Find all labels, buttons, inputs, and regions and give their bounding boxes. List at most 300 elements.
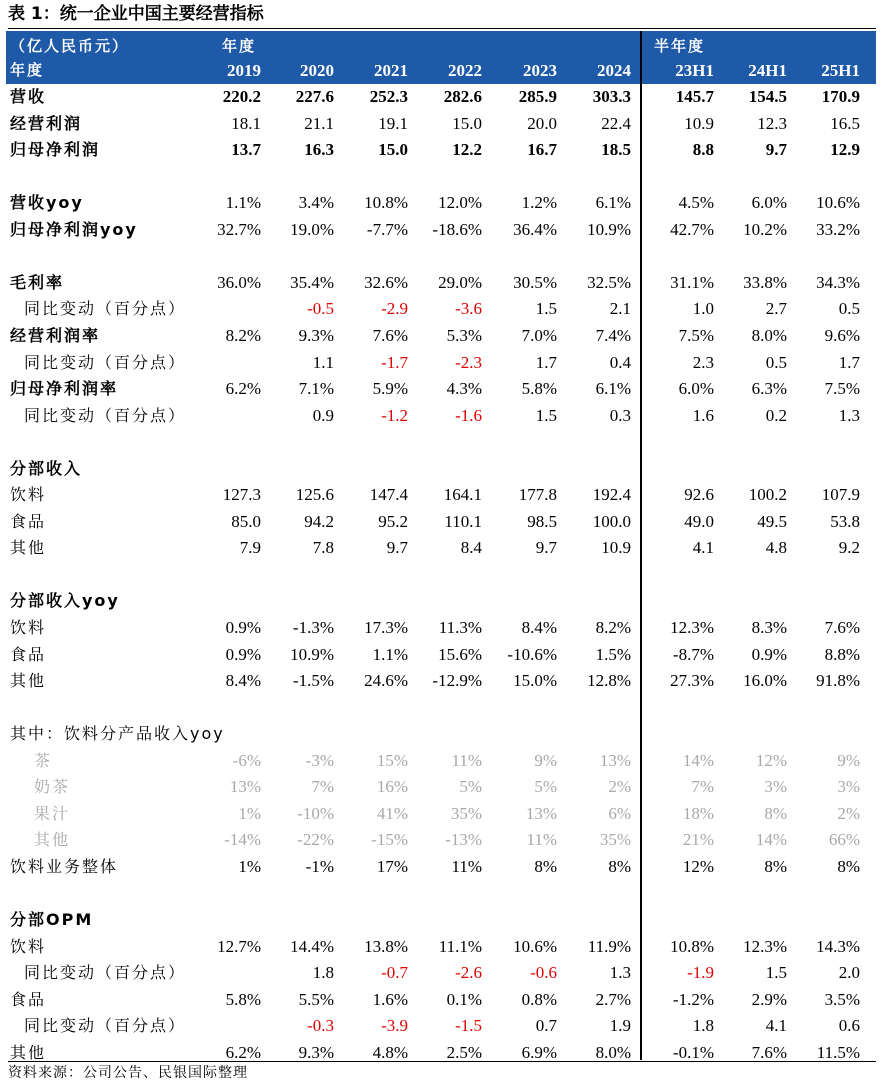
row-label: 分部收入yoy: [10, 591, 120, 611]
table-cell: 6%: [608, 803, 631, 823]
table-cell: 14.4%: [290, 936, 334, 956]
row-label: 营收: [10, 87, 47, 106]
table-cell: -14%: [224, 830, 261, 850]
table-cell: 8.3%: [751, 618, 787, 637]
table-cell: 10.2%: [743, 219, 787, 239]
table-row: [6, 482, 876, 508]
table-row: [6, 217, 876, 243]
table-cell: 13%: [525, 803, 557, 823]
table-cell: 1.8: [692, 1016, 714, 1036]
table-cell: 31.1%: [670, 272, 714, 292]
table-cell: 14%: [755, 830, 787, 850]
table-cell: 49.0: [684, 511, 714, 531]
row-label: 同比变动（百分点）: [24, 352, 187, 372]
table-cell: 5.8%: [521, 379, 557, 399]
table-cell: -15%: [371, 830, 408, 850]
table-row: [6, 642, 876, 668]
table-cell: 227.6: [295, 87, 334, 106]
row-label: 同比变动（百分点）: [24, 963, 187, 983]
row-label: 同比变动（百分点）: [24, 405, 187, 425]
table-cell: 1.7: [838, 352, 860, 372]
table-cell: -22%: [297, 830, 334, 850]
table-row: [6, 403, 876, 429]
table-cell: 1.6%: [372, 989, 408, 1009]
table-row: [6, 562, 876, 588]
table-cell: 12.3%: [743, 936, 787, 956]
table-cell: 1.5: [535, 299, 557, 319]
table-cell: 0.9: [312, 405, 334, 425]
table-cell: 4.3%: [446, 379, 482, 399]
table-row: [6, 907, 876, 933]
table-cell: 3%: [837, 777, 860, 797]
table-cell: 1.9: [609, 1016, 631, 1036]
table-cell: 4.8%: [372, 1042, 408, 1062]
row-label: 果汁: [34, 803, 71, 823]
row-label: 同比变动（百分点）: [24, 1016, 187, 1036]
table-cell: 110.1: [444, 511, 482, 531]
table-row: [6, 695, 876, 721]
table-cell: 2.7: [765, 299, 787, 319]
table-cell: 10.6%: [816, 193, 860, 213]
table-cell: 11.1%: [438, 936, 482, 956]
table-row: [6, 137, 876, 163]
table-cell: -6%: [232, 750, 261, 770]
source-note: 资料来源：公司公告、民银国际整理: [8, 1061, 876, 1084]
table-cell: -12.9%: [432, 671, 482, 691]
table-cell: 177.8: [518, 485, 557, 505]
table-cell: 0.9%: [751, 644, 787, 664]
table-cell: 0.4: [609, 352, 631, 372]
table-cell: 11%: [451, 856, 482, 876]
table-cell: 3%: [764, 777, 787, 797]
half-year-divider: [640, 31, 642, 1060]
table-cell: 13%: [599, 750, 631, 770]
table-cell: 95.2: [378, 511, 408, 531]
table-row: [6, 164, 876, 190]
table-cell: 14%: [682, 750, 714, 770]
table-cell: 35%: [599, 830, 631, 850]
table-row: [6, 270, 876, 296]
table-cell: 2.7%: [595, 989, 631, 1009]
table-cell: 154.5: [748, 87, 787, 106]
row-label: 其他: [10, 538, 47, 558]
table-cell: 12.3: [757, 113, 787, 133]
table-cell: 16.7: [527, 140, 557, 160]
table-cell: 34.3%: [816, 272, 860, 292]
table-cell: -0.6: [530, 963, 557, 983]
column-header: 2023: [523, 61, 557, 80]
table-cell: 9.2: [838, 538, 860, 558]
table-cell: 220.2: [222, 87, 261, 106]
table-cell: 13.7: [231, 140, 261, 160]
table-cell: 16.0%: [743, 671, 787, 691]
table-cell: 35.4%: [290, 272, 334, 292]
row-label-header: 年度: [10, 61, 45, 79]
table-cell: 0.1%: [446, 989, 482, 1009]
table-cell: 11.3%: [438, 618, 482, 637]
column-header: 24H1: [748, 61, 787, 80]
table-cell: 12.3%: [670, 618, 714, 637]
table-cell: 8.2%: [595, 618, 631, 637]
table-cell: 285.9: [518, 87, 557, 106]
table-cell: 17.3%: [364, 618, 408, 637]
table-cell: 8%: [764, 856, 787, 876]
table-title: 表 1：统一企业中国主要经营指标: [8, 0, 876, 29]
table-row: [6, 934, 876, 960]
table-cell: 12.0%: [438, 193, 482, 213]
column-header: 23H1: [675, 61, 714, 80]
table-row: [6, 323, 876, 349]
table-row: [6, 190, 876, 216]
table-cell: 1%: [238, 803, 261, 823]
table-row: [6, 588, 876, 614]
table-cell: 15.0%: [513, 671, 557, 691]
table-cell: -0.5: [307, 299, 334, 319]
table-cell: -3.9: [381, 1016, 408, 1036]
table-cell: 10.9: [601, 538, 631, 558]
table-cell: 7.5%: [824, 379, 860, 399]
table-cell: 8.4: [460, 538, 482, 558]
table-cell: 9.3%: [298, 325, 334, 345]
table-cell: 53.8: [830, 511, 860, 531]
table-cell: 12.9: [830, 140, 860, 160]
table-cell: 7.8: [312, 538, 334, 558]
table-cell: 1.5: [765, 963, 787, 983]
table-cell: 16%: [376, 777, 408, 797]
table-cell: 5.9%: [372, 379, 408, 399]
column-header: 2019: [227, 61, 261, 80]
table-cell: 5.5%: [298, 989, 334, 1009]
row-label: 其他: [10, 671, 47, 691]
table-cell: 5.3%: [446, 325, 482, 345]
row-label: 食品: [10, 644, 47, 664]
table-cell: 0.8%: [521, 989, 557, 1009]
table-cell: 6.1%: [595, 379, 631, 399]
table-cell: 1.0: [692, 299, 714, 319]
table-cell: -13%: [445, 830, 482, 850]
table-cell: 147.4: [369, 485, 408, 505]
table-cell: 24.6%: [364, 671, 408, 691]
table-cell: 17%: [376, 856, 408, 876]
table-cell: 5.8%: [225, 989, 261, 1009]
table-cell: 10.8%: [670, 936, 714, 956]
table-cell: 15%: [376, 750, 408, 770]
table-cell: 85.0: [231, 511, 261, 531]
table-cell: 1.5: [535, 405, 557, 425]
table-cell: 33.8%: [743, 272, 787, 292]
table-cell: 6.3%: [751, 379, 787, 399]
table-cell: 9%: [534, 750, 557, 770]
table-cell: 36.4%: [513, 219, 557, 239]
table-cell: 2%: [837, 803, 860, 823]
table-row: [6, 748, 876, 774]
table-cell: 11.5%: [816, 1042, 860, 1062]
table-cell: -8.7%: [672, 644, 714, 664]
table-row: [6, 668, 876, 694]
table-cell: 30.5%: [513, 272, 557, 292]
table-cell: 7%: [311, 777, 334, 797]
table-row: [6, 881, 876, 907]
row-label: 食品: [10, 989, 47, 1009]
table-cell: 10.9: [684, 113, 714, 133]
table-row: [6, 1013, 876, 1039]
table-cell: 2.3: [692, 352, 714, 372]
table-cell: 9.7: [535, 538, 557, 558]
table-cell: 2.1: [609, 299, 631, 319]
table-cell: 1.2%: [521, 193, 557, 213]
column-header: 2020: [300, 61, 334, 80]
row-label: 归母净利润率: [10, 379, 119, 399]
column-header: 2022: [448, 61, 482, 80]
table-cell: 6.9%: [521, 1042, 557, 1062]
table-cell: 5%: [534, 777, 557, 797]
table-cell: 10.9%: [290, 644, 334, 664]
table-cell: 6.1%: [595, 193, 631, 213]
table-header: [6, 31, 876, 84]
table-cell: 7%: [691, 777, 714, 797]
table-cell: 0.2: [765, 405, 787, 425]
table-cell: 2.5%: [446, 1042, 482, 1062]
table-row: [6, 774, 876, 800]
table-cell: 10.8%: [364, 193, 408, 213]
table-cell: 252.3: [369, 87, 408, 106]
table-row: [6, 296, 876, 322]
table-cell: 66%: [828, 830, 860, 850]
table-row: [6, 827, 876, 853]
table-cell: 164.1: [443, 485, 482, 505]
table-cell: 4.1: [765, 1016, 787, 1036]
table-cell: 16.3: [304, 140, 334, 160]
table-cell: 7.6%: [372, 325, 408, 345]
table-cell: 91.8%: [816, 671, 860, 691]
table-cell: 9.3%: [298, 1042, 334, 1062]
table-cell: -1.2%: [672, 989, 714, 1009]
table-cell: -18.6%: [432, 219, 482, 239]
row-label: 分部收入: [10, 458, 83, 478]
table-cell: 11%: [526, 830, 557, 850]
table-cell: 4.1: [692, 538, 714, 558]
table-cell: 16.5: [830, 113, 860, 133]
table-cell: 9.7: [386, 538, 408, 558]
table-cell: 100.2: [748, 485, 787, 505]
table-row: [6, 84, 876, 110]
table-cell: 100.0: [592, 511, 631, 531]
table-cell: 15.0: [378, 140, 408, 160]
table-cell: 21%: [682, 830, 714, 850]
table-cell: 127.3: [222, 485, 261, 505]
table-cell: -0.7: [381, 963, 408, 983]
table-cell: 0.5: [765, 352, 787, 372]
row-label: 茶: [34, 750, 53, 770]
table-cell: 21.1: [304, 113, 334, 133]
table-row: [6, 456, 876, 482]
table-cell: -1.9: [687, 963, 714, 983]
table-cell: 8%: [534, 856, 557, 876]
table-cell: 29.0%: [438, 272, 482, 292]
table-cell: -1.3%: [292, 618, 334, 637]
table-cell: -1.7: [381, 352, 408, 372]
table-cell: 27.3%: [670, 671, 714, 691]
table-cell: 0.5: [838, 299, 860, 319]
table-cell: 8.2%: [225, 325, 261, 345]
table-cell: 8%: [608, 856, 631, 876]
group-annual-label: 年度: [222, 37, 257, 55]
table-cell: 2.0: [838, 963, 860, 983]
column-header: 2021: [374, 61, 408, 80]
table-cell: 92.6: [684, 485, 714, 505]
table-cell: 49.5: [757, 511, 787, 531]
table-cell: 35%: [450, 803, 482, 823]
table-cell: 1.5%: [595, 644, 631, 664]
table-cell: 145.7: [675, 87, 714, 106]
table-cell: 42.7%: [670, 219, 714, 239]
table-cell: 8.4%: [225, 671, 261, 691]
table-cell: 12%: [682, 856, 714, 876]
table-cell: 7.6%: [751, 1042, 787, 1062]
table-cell: 18.1: [231, 113, 261, 133]
table-cell: 5%: [459, 777, 482, 797]
row-label: 饮料业务整体: [10, 856, 119, 876]
row-label: 经营利润率: [10, 325, 101, 345]
table-cell: 1.3: [609, 963, 631, 983]
row-label: 同比变动（百分点）: [24, 299, 187, 319]
table-row: [6, 801, 876, 827]
table-cell: 9.6%: [824, 325, 860, 345]
table-cell: 1.3: [838, 405, 860, 425]
table-cell: 36.0%: [217, 272, 261, 292]
table-cell: 1.8: [312, 963, 334, 983]
table-cell: 7.4%: [595, 325, 631, 345]
table-cell: 1.1%: [372, 644, 408, 664]
table-cell: 19.1: [378, 113, 408, 133]
table-cell: -2.6: [455, 963, 482, 983]
table-cell: 192.4: [592, 485, 631, 505]
table-cell: 6.0%: [678, 379, 714, 399]
table-cell: -7.7%: [366, 219, 408, 239]
row-label: 归母净利润: [10, 140, 101, 160]
row-label: 饮料: [10, 618, 47, 637]
table-cell: 170.9: [821, 87, 860, 106]
table-cell: -10.6%: [507, 644, 557, 664]
row-label: 营收yoy: [10, 193, 84, 213]
table-cell: 8.0%: [751, 325, 787, 345]
table-cell: 12.8%: [587, 671, 631, 691]
table-cell: 4.8: [765, 538, 787, 558]
table-cell: -1.6: [455, 405, 482, 425]
row-label: 奶茶: [34, 777, 71, 797]
row-label: 经营利润: [10, 113, 83, 133]
table-cell: 13%: [229, 777, 261, 797]
table-cell: -1%: [305, 856, 334, 876]
table-cell: 8%: [837, 856, 860, 876]
table-cell: 11%: [451, 750, 482, 770]
table-cell: 0.3: [609, 405, 631, 425]
table-cell: 10.9%: [587, 219, 631, 239]
table-cell: -0.1%: [672, 1042, 714, 1062]
row-label: 归母净利润yoy: [10, 219, 138, 239]
table-cell: 12.2: [452, 140, 482, 160]
table-cell: -10%: [297, 803, 334, 823]
table-row: [6, 987, 876, 1013]
table-cell: 14.3%: [816, 936, 860, 956]
row-label: 其中：饮料分产品收入yoy: [10, 724, 225, 744]
table-cell: 8.8: [692, 140, 714, 160]
table-cell: 303.3: [592, 87, 631, 106]
table-cell: 3.4%: [298, 193, 334, 213]
table-cell: 3.5%: [824, 989, 860, 1009]
table-cell: 8.4%: [521, 618, 557, 637]
table-cell: 10.6%: [513, 936, 557, 956]
table-cell: 9.7: [765, 140, 787, 160]
table-row: [6, 509, 876, 535]
table-row: [6, 535, 876, 561]
table-row: [6, 721, 876, 747]
table-cell: 8.0%: [595, 1042, 631, 1062]
row-label: 饮料: [10, 936, 47, 956]
table-cell: 7.9: [239, 538, 261, 558]
column-header: 2024: [597, 61, 631, 80]
table-cell: -1.5: [455, 1016, 482, 1036]
table-cell: 15.6%: [438, 644, 482, 664]
table-cell: 20.0: [527, 113, 557, 133]
table-row: [6, 376, 876, 402]
table-row: [6, 111, 876, 137]
table-cell: 7.0%: [521, 325, 557, 345]
table-cell: 32.6%: [364, 272, 408, 292]
table-cell: 41%: [376, 803, 408, 823]
table-cell: 15.0: [452, 113, 482, 133]
table-cell: 0.6: [838, 1016, 860, 1036]
table-cell: 6.2%: [225, 1042, 261, 1062]
table-cell: -1.5%: [292, 671, 334, 691]
table-cell: 7.6%: [824, 618, 860, 637]
row-label: 其他: [10, 1042, 47, 1062]
row-label: 毛利率: [10, 272, 65, 292]
table-cell: 2.9%: [751, 989, 787, 1009]
table-cell: -1.2: [381, 405, 408, 425]
table-cell: 22.4: [601, 113, 631, 133]
table-row: [6, 243, 876, 269]
table-cell: 32.5%: [587, 272, 631, 292]
table-cell: 107.9: [821, 485, 860, 505]
table-cell: -2.9: [381, 299, 408, 319]
table-cell: 1.1: [312, 352, 334, 372]
table-cell: 8%: [764, 803, 787, 823]
table-cell: 32.7%: [217, 219, 261, 239]
table-cell: 94.2: [304, 511, 334, 531]
table-cell: -3.6: [455, 299, 482, 319]
group-half-label: 半年度: [654, 37, 706, 55]
table-cell: 125.6: [295, 485, 334, 505]
table-row: [6, 429, 876, 455]
table-row: [6, 350, 876, 376]
row-label: 食品: [10, 511, 47, 531]
table-cell: 7.1%: [298, 379, 334, 399]
row-label: 分部OPM: [10, 910, 94, 930]
table-cell: 2%: [608, 777, 631, 797]
table-cell: 19.0%: [290, 219, 334, 239]
table-cell: 282.6: [443, 87, 482, 106]
table-cell: 6.2%: [225, 379, 261, 399]
table-cell: 8.8%: [824, 644, 860, 664]
row-label: 其他: [34, 830, 71, 850]
table-cell: 11.9%: [587, 936, 631, 956]
table-cell: -2.3: [455, 352, 482, 372]
table-cell: 18.5: [601, 140, 631, 160]
table-row: [6, 960, 876, 986]
table-cell: 18%: [682, 803, 714, 823]
table-cell: 1.6: [692, 405, 714, 425]
